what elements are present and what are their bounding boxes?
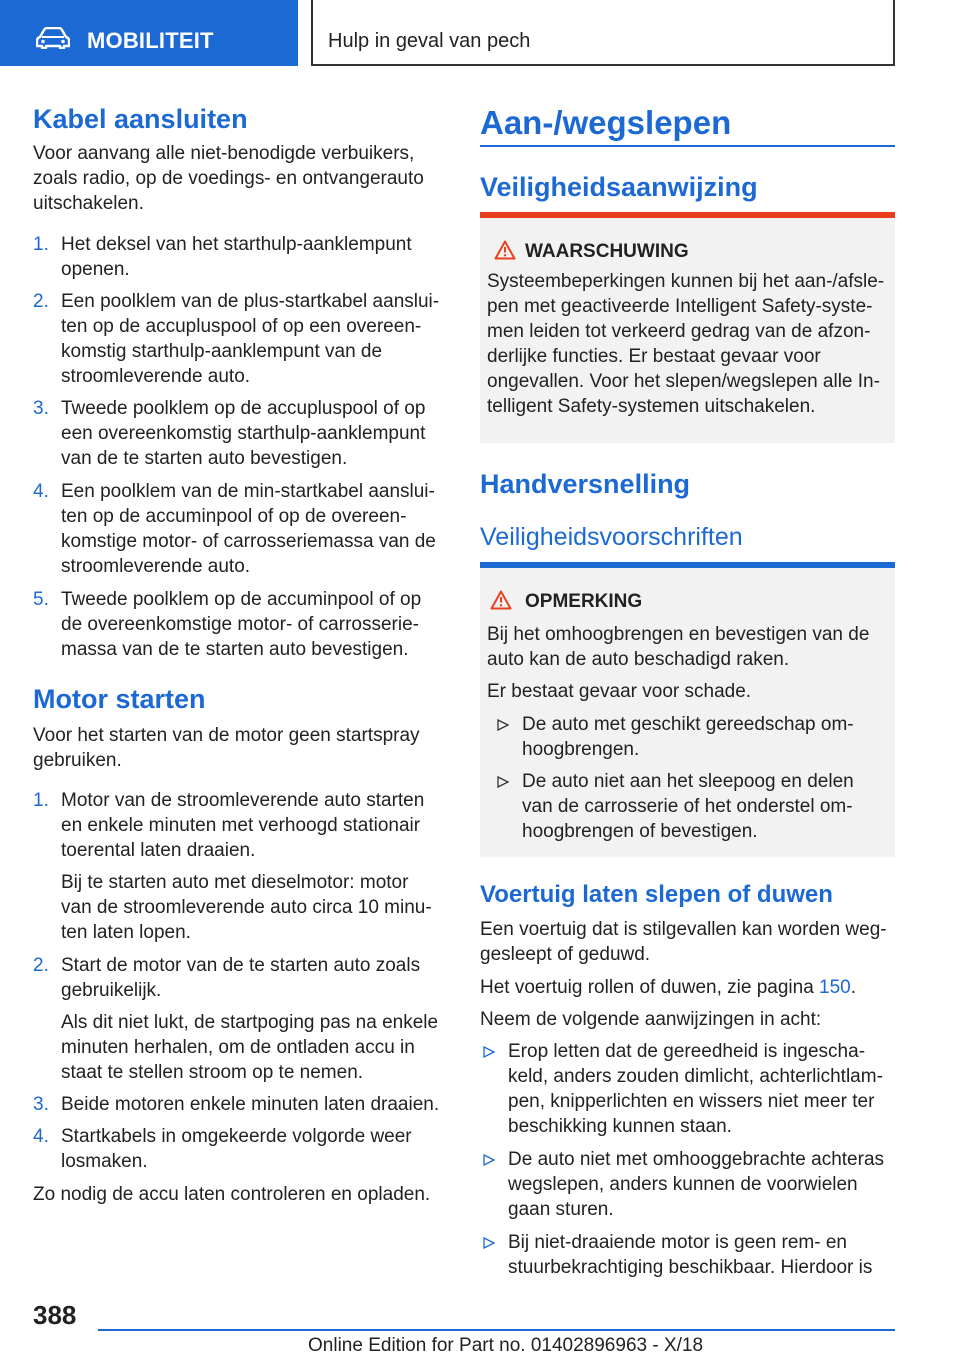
warning-box bbox=[480, 218, 895, 443]
slepen-note: Neem de volgende aanwijzingen in acht: bbox=[480, 1009, 822, 1030]
motor-intro: Voor het starten van de motor geen startspray gebruiken. bbox=[33, 725, 420, 771]
section-label: MOBILITEIT bbox=[87, 28, 214, 53]
triangle-bullet-icon bbox=[483, 1237, 495, 1249]
notice-text: Bij het omhoogbrengen en bevestigen van de auto kan de auto beschadigd raken. Er bestaat gevaar voor schade. bbox=[487, 624, 870, 702]
triangle-bullet-icon bbox=[497, 776, 509, 788]
heading-veiligheidsvoorschriften: Veiligheidsvoorschriften bbox=[480, 523, 743, 551]
slepen-reference: Het voertuig rollen of duwen, zie pagina 150. bbox=[480, 977, 857, 998]
triangle-bullet-icon bbox=[483, 1046, 495, 1058]
heading-kabel-aansluiten: Kabel aansluiten bbox=[33, 104, 248, 134]
section-tab[interactable] bbox=[0, 0, 298, 66]
footer-edition: Online Edition for Part no. 01402896963 - X/18 bbox=[308, 1335, 704, 1356]
heading-motor-starten: Motor starten bbox=[33, 684, 206, 714]
triangle-bullet-icon bbox=[483, 1154, 495, 1166]
heading-aan-wegslepen: Aan-/wegslepen bbox=[480, 104, 732, 141]
notice-box: OPMERKING Bij het omhoogbrengen en bevestigen van de auto kan de auto beschadigd raken. Er bestaat gevaar voor schade. De auto met geschikt gereedschap om- hoogbrengen. De auto niet aan het sleepoog en delen van de carrosserie of het onderstel om- hoogbrengen of bevestigen. bbox=[480, 568, 895, 857]
heading-veiligheidsaanwijzing: Veiligheidsaanwijzing bbox=[480, 172, 758, 202]
notice-title: OPMERKING bbox=[525, 591, 643, 612]
kabel-intro: Voor aanvang alle niet-benodigde verbuikers, zoals radio, op de voedings- en ontvangerauto uitschakelen. bbox=[33, 143, 424, 214]
warning-triangle-icon bbox=[494, 240, 516, 260]
warning-text: Systeembeperkingen kunnen bij het aan-/afsle- pen met geactiveerde Intelligent Safety-syste- men leiden tot verkeerd gedrag van de afzon- derlijke functies. Er bestaat gevaar voor ongevallen. Voor het slepen/wegslepen alle In- telligent Safety-systemen uitschakelen. bbox=[487, 271, 885, 417]
page-number: 388 bbox=[33, 1300, 77, 1330]
car-icon bbox=[36, 27, 70, 49]
triangle-bullet-icon bbox=[497, 719, 509, 731]
heading-voertuig-slepen: Voertuig laten slepen of duwen bbox=[480, 881, 833, 908]
motor-outro: Zo nodig de accu laten controleren en opladen. bbox=[33, 1184, 431, 1205]
heading-handversnelling: Handversnelling bbox=[480, 469, 691, 499]
page-header bbox=[311, 0, 895, 66]
slepen-intro: Een voertuig dat is stilgevallen kan worden weg- gesleept of geduwd. bbox=[480, 919, 887, 965]
warning-title: WAARSCHUWING bbox=[525, 241, 689, 262]
page-link[interactable]: 150 bbox=[819, 977, 851, 998]
heading-rule bbox=[480, 145, 895, 147]
warning-triangle-icon bbox=[490, 590, 512, 610]
footer-rule bbox=[98, 1329, 895, 1331]
page-header-title: Hulp in geval van pech bbox=[328, 30, 531, 52]
